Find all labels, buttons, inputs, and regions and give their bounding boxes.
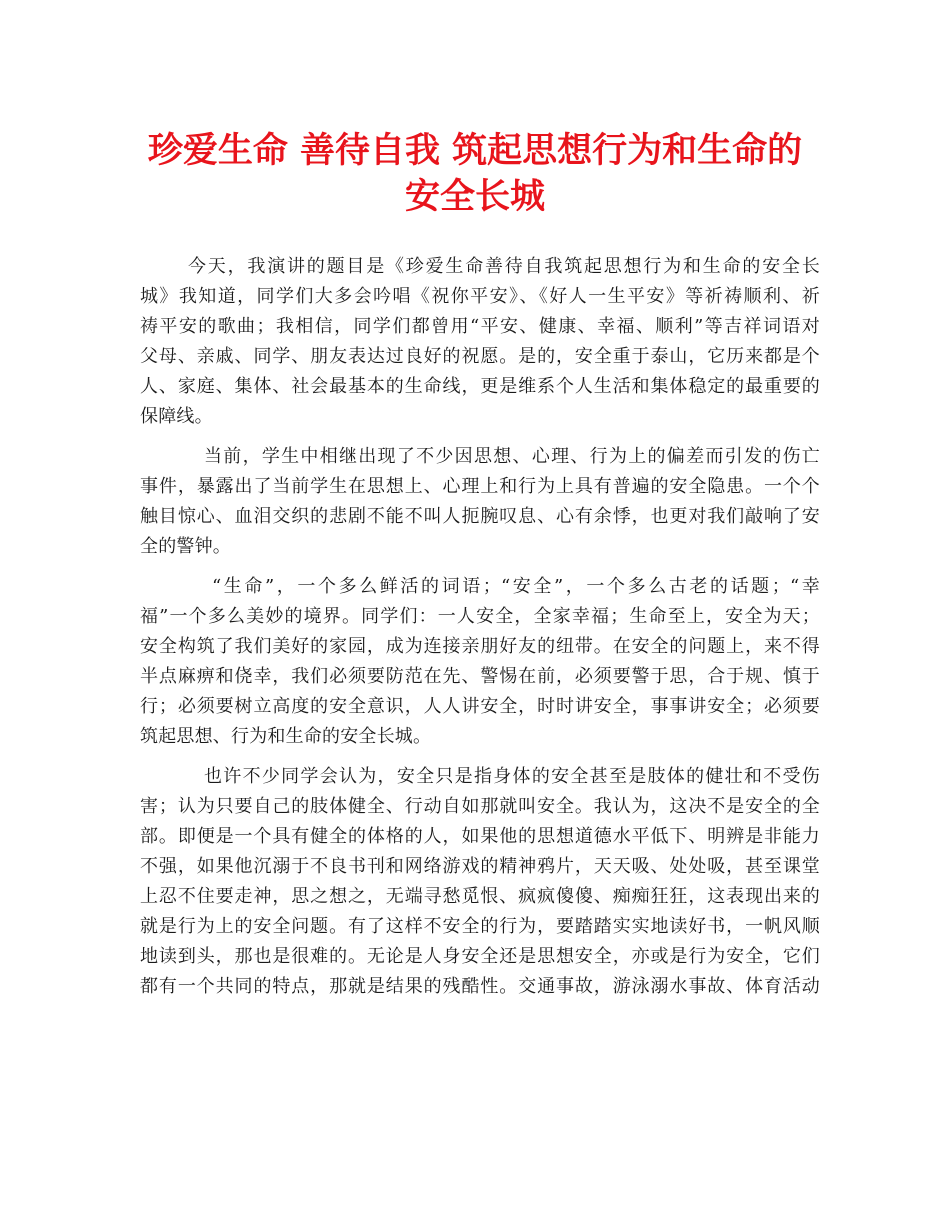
paragraph-line: 保障线。 xyxy=(140,406,213,427)
paragraph-line: 今天，我演讲的题目是《珍爱生命善待自我筑起思想行为和生命的安全长 xyxy=(188,256,820,277)
paragraph-line: 人、家庭、集体、社会最基本的生命线，更是维系个人生活和集体稳定的最重要的 xyxy=(140,376,820,397)
paragraph xyxy=(140,762,820,1002)
paragraph-line: 上忍不住要走神，思之想之，无端寻愁觅恨、疯疯傻傻、痴痴狂狂，这表现出来的 xyxy=(140,886,820,907)
paragraph-line: 福”一个多么美妙的境界。同学们：一人安全，全家幸福；生命至上，安全为天； xyxy=(140,606,820,627)
paragraph-line: 也许不少同学会认为，安全只是指身体的安全甚至是肢体的健壮和不受伤 xyxy=(204,766,820,787)
paragraph-line: “生命”，一个多么鲜活的词语；“安全”，一个多么古老的话题；“幸 xyxy=(212,576,820,597)
paragraph-line: 全的警钟。 xyxy=(140,536,231,557)
paragraph-line: 祷平安的歌曲；我相信，同学们都曾用“平安、健康、幸福、顺利”等吉祥词语对 xyxy=(140,316,820,337)
paragraph-line: 父母、亲戚、同学、朋友表达过良好的祝愿。是的，安全重于泰山，它历来都是个 xyxy=(140,346,820,367)
paragraph-line: 部。即便是一个具有健全的体格的人，如果他的思想道德水平低下、明辨是非能力 xyxy=(140,826,820,847)
paragraph xyxy=(140,252,820,432)
paragraph xyxy=(140,442,820,562)
paragraph-line: 安全构筑了我们美好的家园，成为连接亲朋好友的纽带。在安全的问题上，来不得 xyxy=(140,636,820,657)
paragraph-line: 筑起思想、行为和生命的安全长城。 xyxy=(140,726,432,747)
paragraph-line: 就是行为上的安全问题。有了这样不安全的行为，要踏踏实实地读好书，一帆风顺 xyxy=(140,916,820,937)
paragraph-line: 都有一个共同的特点，那就是结果的残酷性。交通事故，游泳溺水事故、体育活动 xyxy=(140,976,820,997)
paragraph-line: 不强，如果他沉溺于不良书刊和网络游戏的精神鸦片，天天吸、处处吸，甚至课堂 xyxy=(140,856,820,877)
document-title-line-1: 珍爱生命 善待自我 筑起思想行为和生命的 xyxy=(147,130,803,171)
document-title-line-2: 安全长城 xyxy=(404,176,545,217)
paragraph-line: 地读到头，那也是很难的。无论是人身安全还是思想安全，亦或是行为安全，它们 xyxy=(140,946,820,967)
paragraph-line: 事件，暴露出了当前学生在思想上、心理上和行为上具有普遍的安全隐患。一个个 xyxy=(140,476,820,497)
paragraph-line: 行；必须要树立高度的安全意识，人人讲安全，时时讲安全，事事讲安全；必须要 xyxy=(140,696,820,717)
paragraph-line: 当前，学生中相继出现了不少因思想、心理、行为上的偏差而引发的伤亡 xyxy=(204,446,820,467)
document-body xyxy=(140,252,820,1002)
paragraph-line: 半点麻痹和侥幸，我们必须要防范在先、警惕在前，必须要警于思，合于规、慎于 xyxy=(140,666,820,687)
paragraph-line: 害；认为只要自己的肢体健全、行动自如那就叫安全。我认为，这决不是安全的全 xyxy=(140,796,820,817)
paragraph xyxy=(140,572,820,752)
paragraph-line: 城》我知道，同学们大多会吟唱《祝你平安》、《好人一生平安》等祈祷顺利、祈 xyxy=(140,286,820,307)
paragraph-line: 触目惊心、血泪交织的悲剧不能不叫人扼腕叹息、心有余悸，也更对我们敲响了安 xyxy=(140,506,820,527)
